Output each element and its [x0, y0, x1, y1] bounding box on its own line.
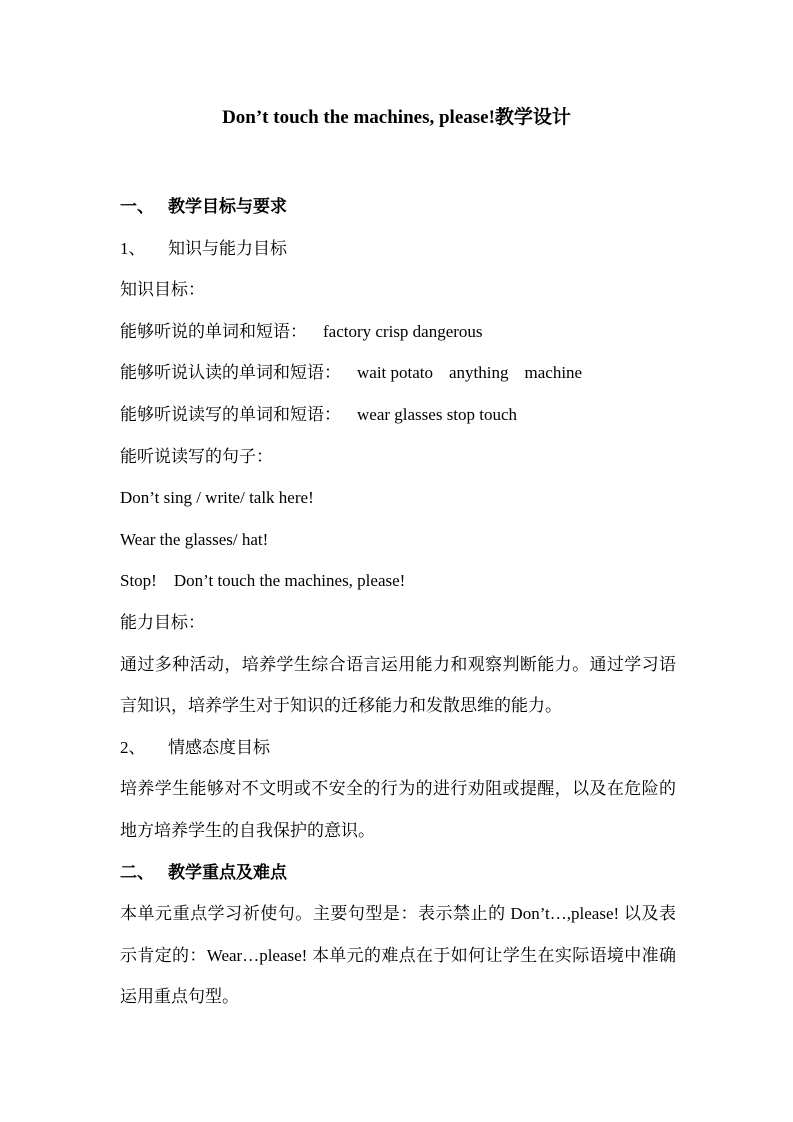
document-body [120, 186, 676, 1018]
section-title: 教学目标与要求 [168, 197, 287, 216]
listen-speak-read-label: 能够听说认读的单词和短语： [120, 363, 341, 383]
listen-speak-read-words [120, 352, 676, 394]
subsection-number: 1、 [120, 238, 146, 258]
subsection-title: 情感态度目标 [168, 737, 270, 757]
sentence-line: Stop! Don’t touch the machines, please! [120, 571, 406, 591]
listen-speak-read-write-list: wear glasses stop touch [357, 404, 518, 424]
document-title: Don’t touch the machines, please!教学设计 [222, 107, 571, 128]
attitude-goals-text: 培养学生能够对不文明或不安全的行为的进行劝阻或提醒，以及在危险的地方培养学生的自我保护的意识。 [120, 779, 676, 840]
sentences-label: 能听说读写的句子： [120, 446, 273, 466]
subsection-heading-knowledge-ability [120, 228, 676, 270]
listen-speak-read-write-label: 能够听说读写的单词和短语： [120, 404, 341, 424]
listen-speak-label: 能够听说的单词和短语： [120, 321, 307, 341]
section-number: 二、 [120, 862, 154, 882]
sentence-line: Wear the glasses/ hat! [120, 529, 269, 549]
section-number: 一、 [120, 197, 154, 216]
section-title: 教学重点及难点 [168, 862, 287, 882]
ability-goals-label: 能力目标： [120, 612, 205, 632]
ability-goals-text: 通过多种活动，培养学生综合语言运用能力和观察判断能力。通过学习语言知识，培养学生对于知识的迁移能力和发散思维的能力。 [120, 654, 676, 716]
word-group: anything [449, 363, 509, 383]
sentence-line: Don’t sing / write/ talk here! [120, 488, 314, 508]
section-heading-objectives [120, 186, 676, 228]
word-group: machine [524, 363, 583, 383]
listen-speak-read-write-words [120, 394, 676, 436]
section-heading-key-points [120, 852, 676, 894]
word-group: wait potato [357, 363, 434, 383]
subsection-heading-attitude [120, 727, 676, 769]
subsection-number: 2、 [120, 737, 146, 757]
listen-speak-list: factory crisp dangerous [323, 321, 483, 341]
listen-speak-words [120, 311, 676, 353]
key-points-text: 本单元重点学习祈使句。主要句型是：表示禁止的 Don’t…,please! 以及表示肯定的：Wear…please! 本单元的难点在于如何让学生在实际语境中准确运用重点句型。 [120, 904, 676, 1007]
knowledge-goals-label: 知识目标： [120, 280, 205, 300]
subsection-title: 知识与能力目标 [168, 238, 287, 258]
